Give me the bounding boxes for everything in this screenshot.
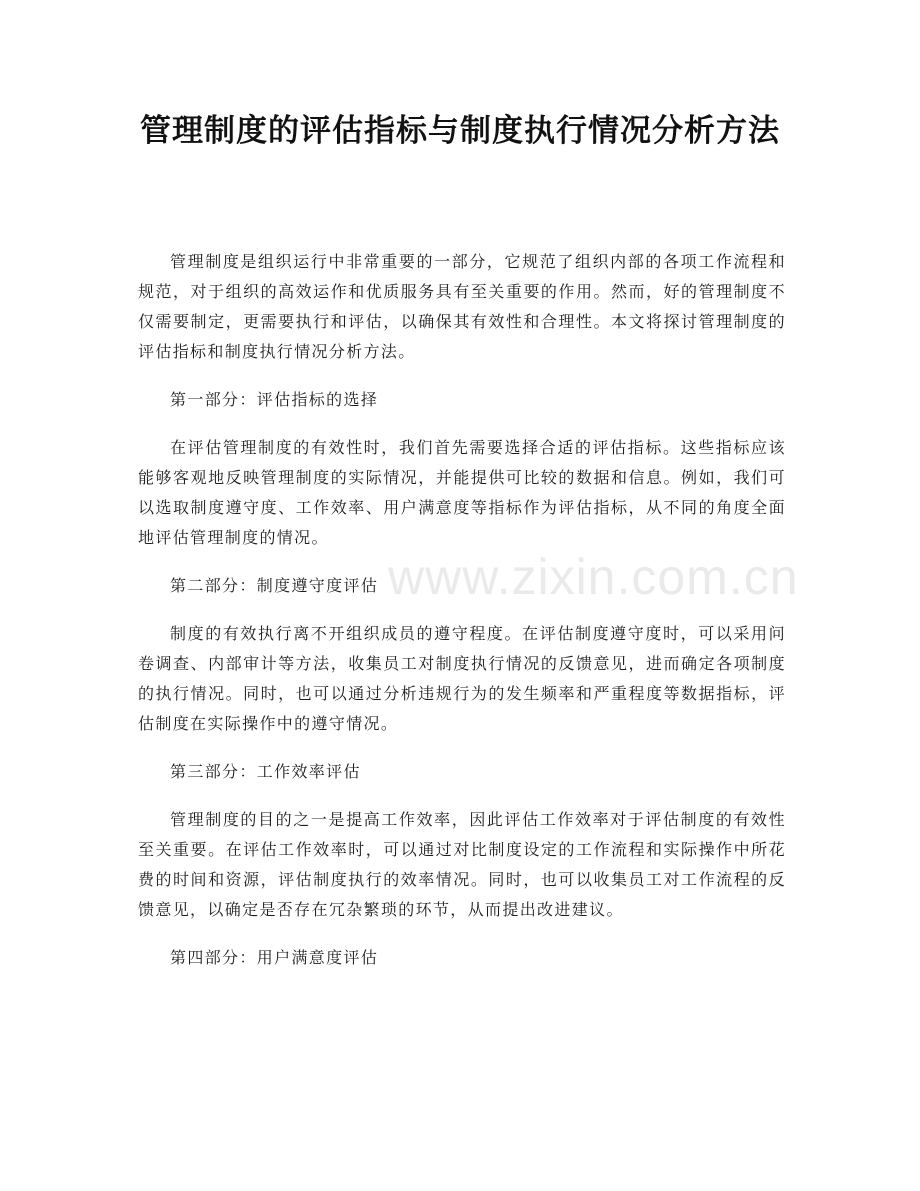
paragraph-intro: 管理制度是组织运行中非常重要的一部分，它规范了组织内部的各项工作流程和规范，对于组织的高效运作和优质服务具有至关重要的作用。然而，好的管理制度不仅需要制定，更需要执行和评估，以确保其有效性和合理性。本文将探讨管理制度的评估指标和制度执行情况分析方法。 [138, 252, 786, 361]
section-heading-3: 第三部分：工作效率评估 [170, 762, 361, 781]
section-heading-1: 第一部分：评估指标的选择 [170, 390, 379, 409]
paragraph-section-2: 制度的有效执行离不开组织成员的遵守程度。在评估制度遵守度时，可以采用问卷调查、内部审计等方法，收集员工对制度执行情况的反馈意见，进而确定各项制度的执行情况。同时，也可以通过分析违规行为的发生频率和严重程度等数据指标，评估制度在实际操作中的遵守情况。 [138, 624, 786, 733]
document-body [138, 247, 786, 991]
section-heading-2: 第二部分：制度遵守度评估 [170, 576, 379, 595]
document-title: 管理制度的评估指标与制度执行情况分析方法 [140, 113, 780, 149]
watermark: www.zixin.com.cn [388, 549, 799, 605]
section-heading-4: 第四部分：用户满意度评估 [170, 948, 379, 967]
paragraph-section-1: 在评估管理制度的有效性时，我们首先需要选择合适的评估指标。这些指标应该能够客观地反映管理制度的实际情况，并能提供可比较的数据和信息。例如，我们可以选取制度遵守度、工作效率、用户满意度等指标作为评估指标，从不同的角度全面地评估管理制度的情况。 [138, 438, 786, 547]
paragraph-section-3: 管理制度的目的之一是提高工作效率，因此评估工作效率对于评估制度的有效性至关重要。在评估工作效率时，可以通过对比制度设定的工作流程和实际操作中所花费的时间和资源，评估制度执行的效率情况。同时，也可以收集员工对工作流程的反馈意见，以确定是否存在冗杂繁琐的环节，从而提出改进建议。 [138, 810, 786, 919]
